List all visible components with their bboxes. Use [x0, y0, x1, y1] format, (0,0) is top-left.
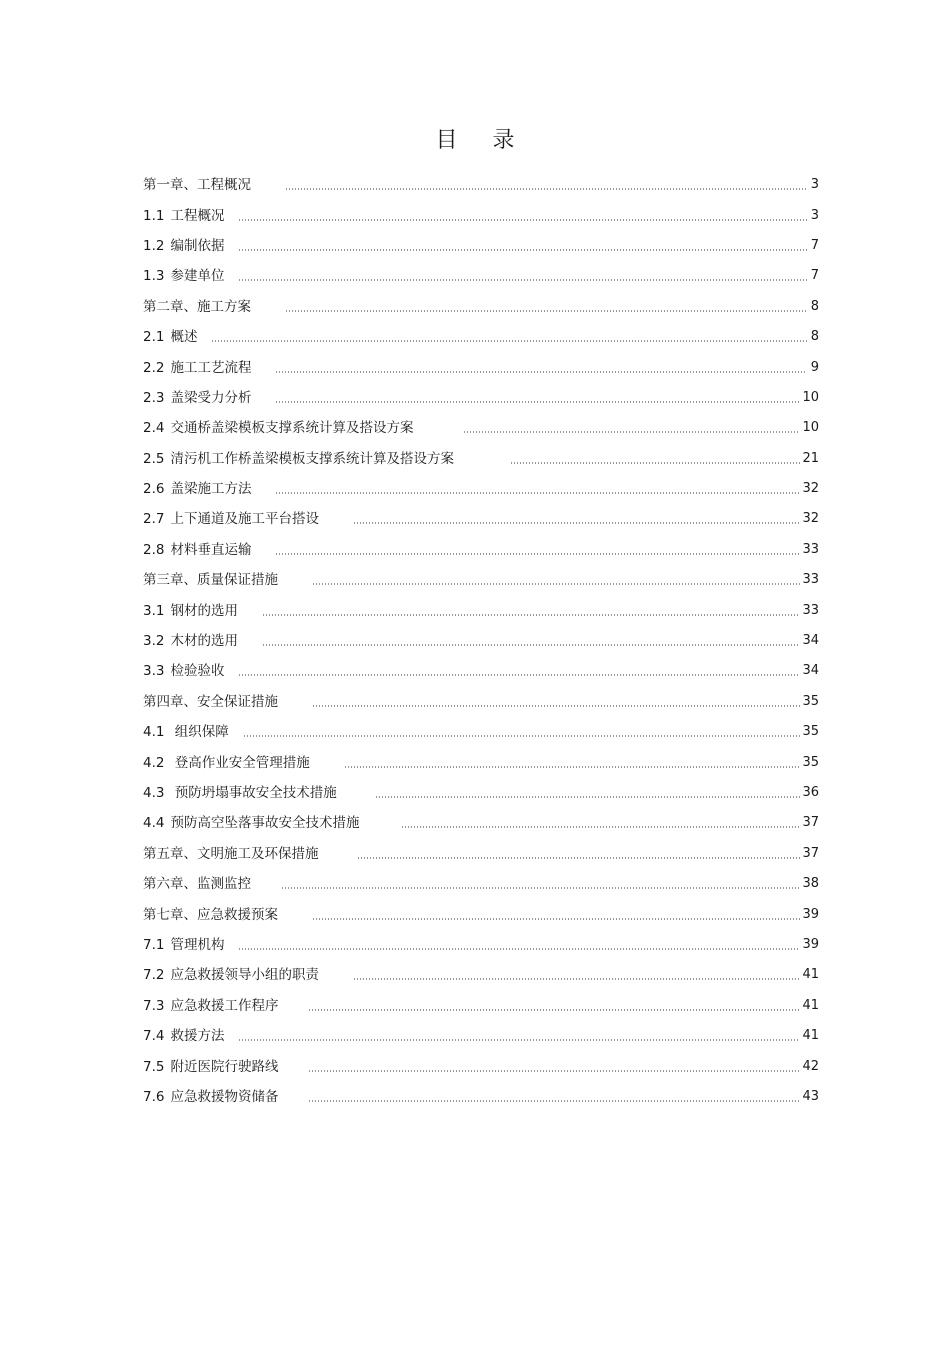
toc-dot-leader — [275, 371, 807, 373]
toc-entry-page-number: 8 — [810, 329, 819, 345]
toc-entry-label — [143, 170, 279, 200]
toc-entry-page-number: 3 — [810, 177, 819, 193]
toc-entry-text: 交通桥盖梁模板支撑系统计算及搭设方案 — [170, 420, 414, 437]
toc-dot-leader — [275, 553, 800, 555]
toc-entry-label — [143, 778, 369, 808]
toc-entry[interactable] — [143, 261, 819, 291]
toc-entry-label — [143, 1082, 302, 1112]
toc-entry-label — [143, 1021, 232, 1051]
toc-entry-number: 3.3 — [143, 663, 165, 680]
toc-entry-page-number: 37 — [802, 845, 819, 861]
toc-entry-page-number: 42 — [802, 1058, 819, 1074]
toc-entry-page-number: 3 — [810, 207, 819, 223]
toc-entry-text: 施工工艺流程 — [170, 359, 252, 376]
toc-entry[interactable] — [143, 991, 819, 1021]
toc-entry-page-number: 35 — [802, 754, 819, 770]
toc-entry[interactable] — [143, 1082, 819, 1112]
toc-dot-leader — [510, 462, 800, 464]
toc-entry-label — [143, 656, 232, 686]
toc-entry[interactable] — [143, 1051, 819, 1081]
toc-entry-text: 木材的选用 — [170, 633, 238, 650]
toc-entry-text: 参建单位 — [170, 268, 225, 285]
toc-dot-leader — [312, 705, 800, 707]
toc-entry-page-number: 41 — [802, 1028, 819, 1044]
toc-entry-text: 管理机构 — [170, 936, 225, 953]
toc-entry-number: 2.8 — [143, 541, 165, 558]
toc-entry-text: 第二章、施工方案 — [143, 298, 251, 315]
toc-entry-page-number: 35 — [802, 693, 819, 709]
toc-dot-leader — [285, 310, 807, 312]
toc-entry-text: 登高作业安全管理措施 — [170, 754, 310, 771]
toc-entry[interactable] — [143, 808, 819, 838]
toc-entry[interactable] — [143, 231, 819, 261]
toc-entry-number: 4.3 — [143, 785, 165, 801]
toc-dot-leader — [238, 279, 807, 281]
toc-dot-leader — [211, 340, 807, 342]
toc-entry-text: 组织保障 — [170, 724, 229, 741]
toc-dot-leader — [238, 674, 800, 676]
toc-entry-label — [143, 231, 232, 261]
toc-entry-page-number: 32 — [802, 511, 819, 527]
toc-entry[interactable] — [143, 504, 819, 534]
toc-entry[interactable] — [143, 383, 819, 413]
toc-entry-label — [143, 717, 237, 747]
toc-entry-text: 第四章、安全保证措施 — [143, 693, 278, 710]
toc-entry-page-number: 39 — [802, 936, 819, 952]
toc-entry-page-number: 41 — [802, 997, 819, 1013]
toc-entry-number: 7.2 — [143, 967, 165, 984]
toc-dot-leader — [308, 1070, 800, 1072]
toc-entry-label — [143, 930, 232, 960]
toc-entry-label — [143, 444, 504, 474]
toc-entry[interactable] — [143, 747, 819, 777]
toc-entry-number: 2.7 — [143, 511, 165, 528]
toc-entry[interactable] — [143, 565, 819, 595]
toc-entry-text: 检验验收 — [170, 663, 225, 680]
toc-entry-text: 第一章、工程概况 — [143, 177, 251, 194]
toc-entry-number: 2.4 — [143, 420, 165, 437]
toc-entry[interactable] — [143, 352, 819, 382]
toc-entry-label — [143, 626, 256, 656]
toc-dot-leader — [308, 1009, 800, 1011]
toc-entry-label — [143, 474, 269, 504]
toc-entry-number: 4.2 — [143, 754, 165, 771]
toc-entry[interactable] — [143, 292, 819, 322]
toc-entry-number: 2.6 — [143, 481, 165, 498]
toc-entry[interactable] — [143, 869, 819, 899]
toc-entry-number: 3.1 — [143, 602, 165, 619]
toc-entry-page-number: 38 — [802, 876, 819, 892]
toc-entry-number: 2.5 — [143, 450, 165, 467]
toc-entry-text: 清污机工作桥盖梁模板支撑系统计算及搭设方案 — [170, 450, 454, 467]
toc-entry-number: 1.3 — [143, 268, 165, 285]
toc-entry-label — [143, 687, 306, 717]
toc-entry-number: 2.3 — [143, 389, 165, 406]
toc-entry[interactable] — [143, 444, 819, 474]
toc-title: 目 录 — [435, 128, 529, 153]
toc-entry-text: 钢材的选用 — [170, 602, 238, 619]
toc-entry-page-number: 36 — [802, 785, 819, 800]
toc-dot-leader — [285, 188, 807, 190]
toc-dot-leader — [312, 918, 800, 920]
toc-entry-text: 救援方法 — [170, 1028, 225, 1045]
toc-list — [143, 170, 819, 1112]
toc-entry-text: 概述 — [170, 329, 198, 346]
toc-entry-text: 盖梁受力分析 — [170, 389, 252, 406]
toc-entry-page-number: 34 — [802, 633, 819, 649]
toc-entry-text: 盖梁施工方法 — [170, 481, 252, 498]
toc-entry-text: 应急救援物资储备 — [170, 1088, 279, 1105]
toc-entry-page-number: 32 — [802, 481, 819, 497]
toc-dot-leader — [375, 796, 801, 798]
toc-entry-text: 第六章、监测监控 — [143, 876, 251, 893]
toc-entry-text: 附近医院行驶路线 — [170, 1058, 279, 1075]
toc-entry-label — [143, 900, 306, 930]
toc-entry[interactable] — [143, 595, 819, 625]
toc-dot-leader — [238, 948, 800, 950]
toc-entry-page-number: 34 — [802, 663, 819, 679]
toc-entry-label — [143, 991, 302, 1021]
toc-entry-number: 1.1 — [143, 207, 165, 224]
toc-entry[interactable] — [143, 474, 819, 504]
toc-entry-text: 上下通道及施工平台搭设 — [170, 511, 319, 528]
toc-entry-number: 7.6 — [143, 1088, 165, 1105]
toc-entry-page-number: 10 — [802, 420, 819, 436]
toc-entry-label — [143, 748, 338, 778]
toc-dot-leader — [312, 583, 800, 585]
toc-entry-label — [143, 261, 232, 291]
toc-entry-label — [143, 353, 269, 383]
toc-entry-label — [143, 1052, 302, 1082]
toc-dot-leader — [262, 614, 800, 616]
toc-entry-label — [143, 808, 395, 838]
toc-dot-leader — [238, 1039, 800, 1041]
toc-entry-page-number: 7 — [810, 237, 819, 253]
toc-entry-label — [143, 596, 256, 626]
toc-entry-number: 7.1 — [143, 936, 165, 953]
toc-entry[interactable] — [143, 535, 819, 565]
toc-entry-text: 第三章、质量保证措施 — [143, 572, 278, 589]
toc-dot-leader — [401, 826, 800, 828]
toc-entry[interactable] — [143, 778, 819, 808]
toc-dot-leader — [238, 219, 807, 221]
toc-dot-leader — [357, 857, 801, 859]
toc-dot-leader — [463, 431, 800, 433]
toc-entry-label — [143, 839, 351, 869]
toc-dot-leader — [238, 249, 807, 251]
toc-entry-number: 2.2 — [143, 359, 165, 376]
toc-entry-page-number: 33 — [802, 572, 819, 588]
toc-dot-leader — [275, 492, 800, 494]
toc-entry[interactable] — [143, 322, 819, 352]
toc-entry[interactable] — [143, 413, 819, 443]
toc-entry-page-number: 37 — [802, 815, 819, 831]
toc-entry-page-number: 43 — [802, 1088, 819, 1104]
toc-entry[interactable] — [143, 170, 819, 200]
toc-entry[interactable] — [143, 839, 819, 869]
toc-entry-text: 第七章、应急救援预案 — [143, 906, 278, 923]
toc-entry[interactable] — [143, 656, 819, 686]
toc-entry[interactable] — [143, 717, 819, 747]
toc-entry[interactable] — [143, 200, 819, 230]
toc-entry-label — [143, 504, 347, 534]
toc-dot-leader — [308, 1100, 800, 1102]
toc-entry-text: 材料垂直运输 — [170, 541, 252, 558]
toc-entry-label — [143, 292, 279, 322]
toc-entry-page-number: 7 — [810, 268, 819, 284]
toc-entry-number: 7.4 — [143, 1028, 165, 1045]
toc-dot-leader — [353, 522, 800, 524]
toc-entry-label — [143, 322, 205, 352]
toc-dot-leader — [344, 766, 801, 768]
toc-entry[interactable] — [143, 930, 819, 960]
toc-entry-page-number: 35 — [802, 724, 819, 740]
toc-entry-page-number: 9 — [810, 359, 819, 375]
toc-entry[interactable] — [143, 899, 819, 929]
toc-dot-leader — [275, 401, 800, 403]
toc-dot-leader — [243, 735, 801, 737]
toc-entry-page-number: 10 — [802, 389, 819, 405]
toc-entry-number: 7.3 — [143, 997, 165, 1014]
toc-entry-number: 4.1 — [143, 724, 165, 741]
toc-entry-number: 1.2 — [143, 237, 165, 254]
toc-entry-text: 预防坍塌事故安全技术措施 — [170, 785, 337, 801]
toc-entry-label — [143, 535, 269, 565]
toc-entry-text: 工程概况 — [170, 207, 225, 224]
toc-dot-leader — [353, 978, 800, 980]
toc-entry-text: 编制依据 — [170, 237, 225, 254]
toc-entry-label — [143, 383, 269, 413]
toc-entry-number: 7.5 — [143, 1058, 165, 1075]
toc-entry[interactable] — [143, 960, 819, 990]
toc-entry-page-number: 8 — [810, 298, 819, 314]
toc-entry-label — [143, 201, 232, 231]
toc-entry-page-number: 33 — [802, 602, 819, 618]
toc-entry-text: 预防高空坠落事故安全技术措施 — [170, 815, 360, 832]
toc-entry-page-number: 33 — [802, 541, 819, 557]
toc-entry-label — [143, 565, 306, 595]
toc-entry-text: 应急救援工作程序 — [170, 997, 279, 1014]
toc-entry-label — [143, 869, 275, 899]
toc-entry[interactable] — [143, 1021, 819, 1051]
toc-entry-label — [143, 960, 347, 990]
toc-entry[interactable] — [143, 626, 819, 656]
toc-entry-number: 4.4 — [143, 815, 165, 832]
toc-entry-page-number: 39 — [802, 906, 819, 922]
toc-dot-leader — [262, 644, 800, 646]
toc-entry[interactable] — [143, 687, 819, 717]
toc-entry-page-number: 21 — [802, 450, 819, 466]
toc-entry-number: 3.2 — [143, 633, 165, 650]
toc-entry-text: 应急救援领导小组的职责 — [170, 967, 319, 984]
toc-entry-page-number: 41 — [802, 967, 819, 983]
toc-entry-number: 2.1 — [143, 329, 165, 346]
toc-entry-label — [143, 413, 457, 443]
toc-entry-text: 第五章、文明施工及环保措施 — [143, 845, 319, 862]
toc-dot-leader — [281, 887, 800, 889]
